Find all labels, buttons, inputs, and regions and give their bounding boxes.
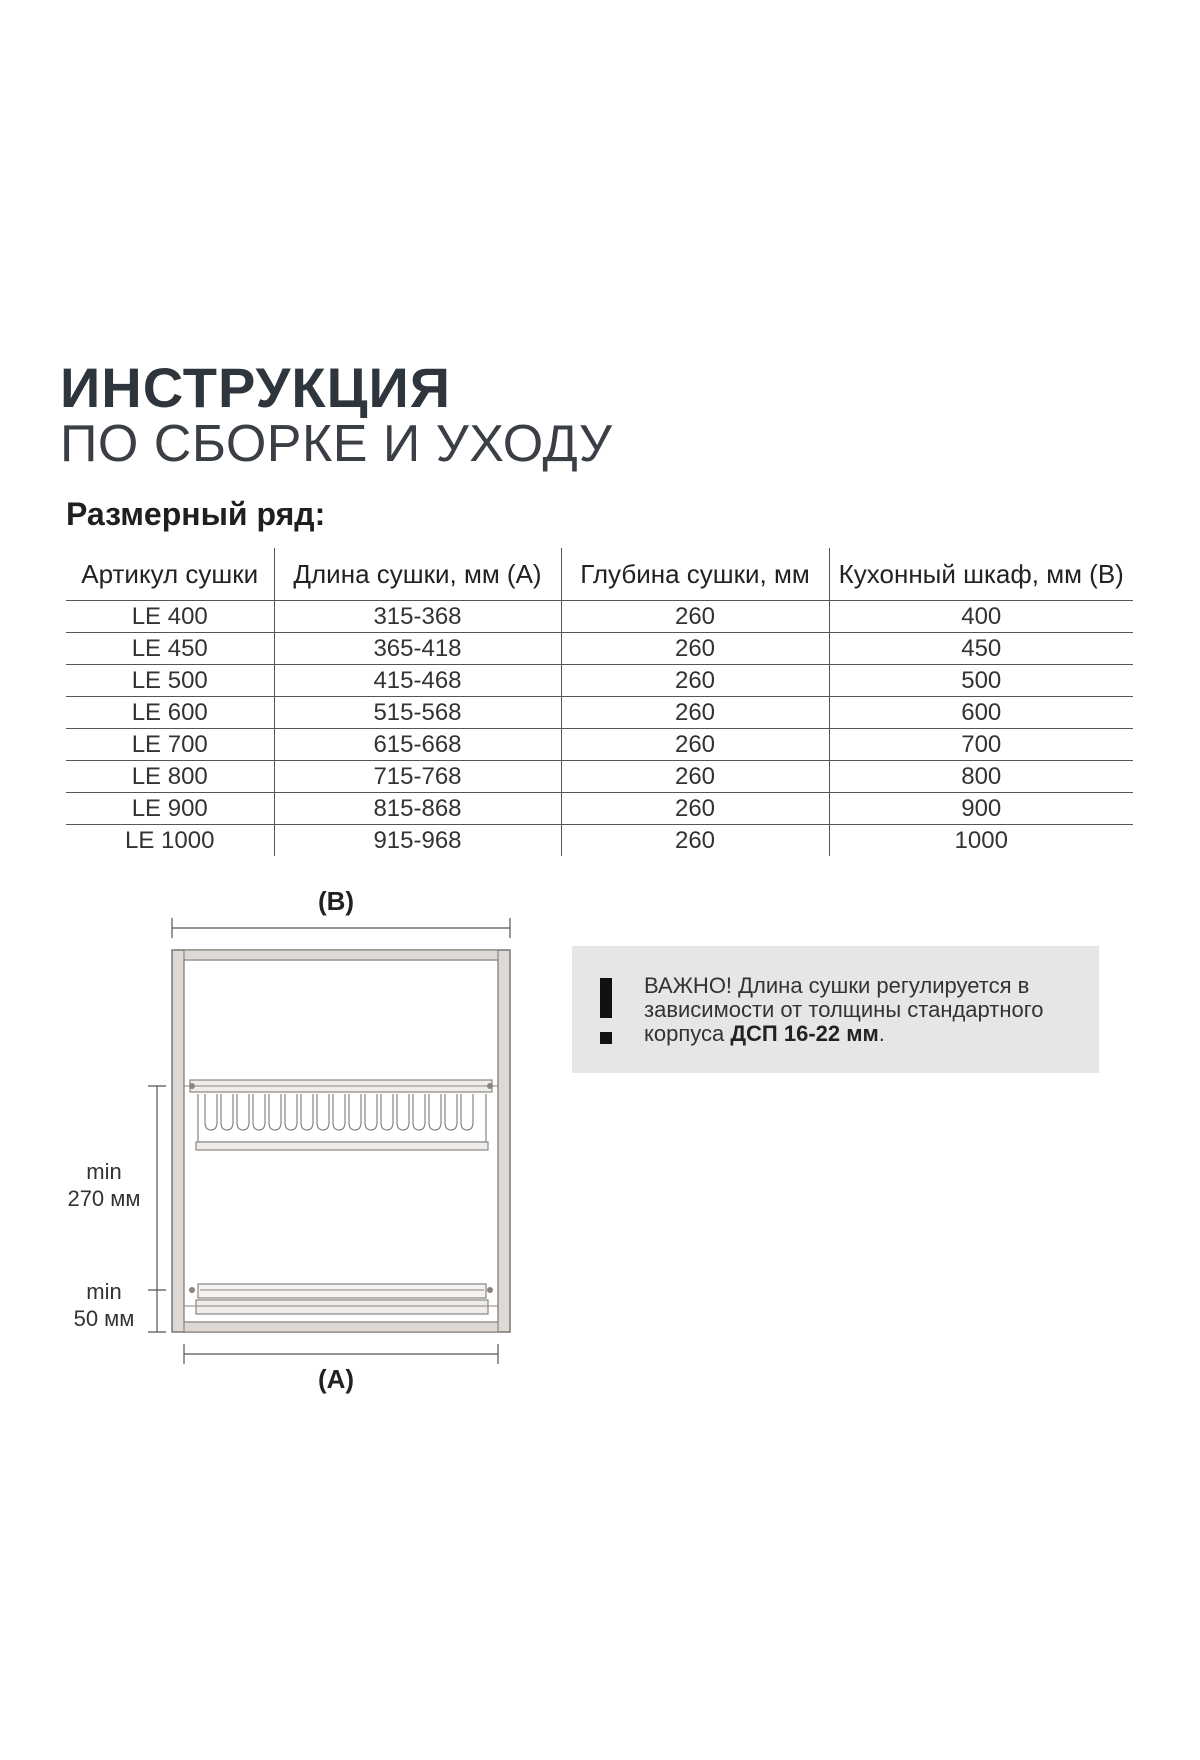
cell-cabinet: 800	[829, 761, 1133, 793]
page-title: ИНСТРУКЦИЯ	[60, 356, 451, 419]
cell-article: LE 600	[66, 697, 274, 729]
table-row	[66, 793, 1133, 825]
label-a: (А)	[318, 1364, 355, 1394]
notice-text-main: ВАЖНО! Длина сушки регулируется в зависимости от толщины стандартного корпуса	[644, 973, 1044, 1046]
cell-length: 365-418	[274, 633, 561, 665]
cell-article: LE 900	[66, 793, 274, 825]
cell-depth: 260	[561, 665, 829, 697]
notice-text-end: .	[878, 1021, 885, 1046]
cell-cabinet: 600	[829, 697, 1133, 729]
column-header-depth: Глубина сушки, мм	[561, 548, 829, 601]
cell-article: LE 500	[66, 665, 274, 697]
dimension-line-b	[172, 918, 510, 938]
column-header-cabinet: Кухонный шкаф, мм (В)	[829, 548, 1133, 601]
sizes-table	[66, 548, 1133, 856]
important-notice	[572, 946, 1099, 1073]
cell-length: 315-368	[274, 601, 561, 633]
min-270-line1: min	[86, 1159, 122, 1184]
cell-article: LE 1000	[66, 825, 274, 857]
cell-article: LE 450	[66, 633, 274, 665]
exclamation-icon	[600, 978, 612, 1044]
sizes-heading: Размерный ряд:	[66, 496, 326, 532]
table-row	[66, 601, 1133, 633]
min-270-label	[56, 1158, 152, 1212]
cell-length: 915-968	[274, 825, 561, 857]
cell-depth: 260	[561, 729, 829, 761]
table-row	[66, 665, 1133, 697]
cell-depth: 260	[561, 601, 829, 633]
cell-article: LE 800	[66, 761, 274, 793]
cell-cabinet: 500	[829, 665, 1133, 697]
cabinet-frame	[172, 950, 510, 1332]
cell-depth: 260	[561, 761, 829, 793]
lower-drip-tray	[184, 1284, 498, 1314]
cell-article: LE 400	[66, 601, 274, 633]
dimension-line-a	[184, 1344, 498, 1364]
table-row	[66, 825, 1133, 857]
table-row	[66, 729, 1133, 761]
notice-text	[644, 974, 1084, 1046]
table-row	[66, 633, 1133, 665]
column-header-length: Длина сушки, мм (А)	[274, 548, 561, 601]
min-270-line2: 270 мм	[67, 1186, 141, 1211]
notice-text-bold: ДСП 16-22 мм	[730, 1021, 879, 1046]
cell-length: 815-868	[274, 793, 561, 825]
cell-depth: 260	[561, 697, 829, 729]
cell-depth: 260	[561, 793, 829, 825]
cell-depth: 260	[561, 633, 829, 665]
cell-cabinet: 450	[829, 633, 1133, 665]
label-b: (В)	[318, 886, 355, 916]
cell-length: 615-668	[274, 729, 561, 761]
plate-slots	[205, 1094, 473, 1130]
cell-article: LE 700	[66, 729, 274, 761]
table-row	[66, 697, 1133, 729]
column-header-article: Артикул сушки	[81, 558, 259, 589]
cell-depth: 260	[561, 825, 829, 857]
cell-cabinet: 700	[829, 729, 1133, 761]
page-subtitle: ПО СБОРКЕ И УХОДУ	[60, 415, 613, 473]
cell-length: 715-768	[274, 761, 561, 793]
cell-cabinet: 1000	[829, 825, 1133, 857]
cell-length: 415-468	[274, 665, 561, 697]
cell-length: 515-568	[274, 697, 561, 729]
min-50-line1: min	[86, 1279, 122, 1304]
min-50-label	[56, 1278, 152, 1332]
table-header-row	[66, 548, 1133, 601]
table-row	[66, 761, 1133, 793]
cell-cabinet: 400	[829, 601, 1133, 633]
upper-dish-rack	[184, 1080, 498, 1150]
cell-cabinet: 900	[829, 793, 1133, 825]
min-50-line2: 50 мм	[73, 1306, 135, 1331]
